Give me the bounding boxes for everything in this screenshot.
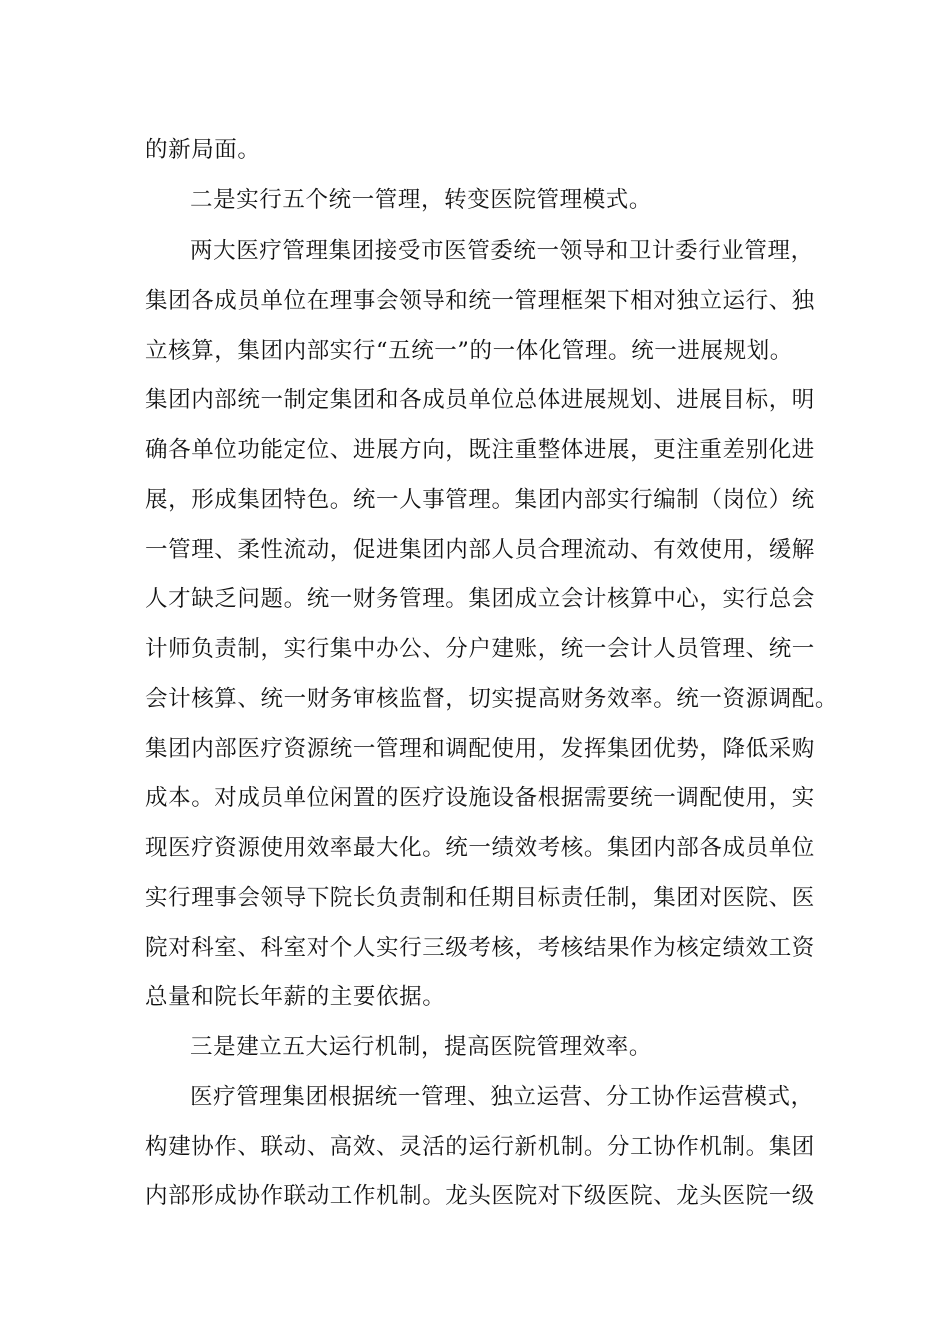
text-line: 总量和院长年薪的主要依据。 xyxy=(145,984,446,1010)
text-line: 计师负责制，实行集中办公、分户建账，统一会计人员管理、统一 xyxy=(145,636,815,662)
text-line: 集团内部统一制定集团和各成员单位总体进展规划、进展目标，明 xyxy=(145,387,815,413)
text-line: 三是建立五大运行机制，提高医院管理效率。 xyxy=(190,1034,653,1060)
text-line: 集团各成员单位在理事会领导和统一管理框架下相对独立运行、独 xyxy=(145,288,815,314)
text-line: 成本。对成员单位闲置的医疗设施设备根据需要统一调配使用，实 xyxy=(145,785,815,811)
text-line: 展，形成集团特色。统一人事管理。集团内部实行编制（岗位）统 xyxy=(145,487,815,513)
text-line: 立核算，集团内部实行“五统一”的一体化管理。统一进展规划。 xyxy=(145,338,793,364)
text-line: 医疗管理集团根据统一管理、独立运营、分工协作运营模式， xyxy=(190,1084,814,1110)
text-line: 人才缺乏问题。统一财务管理。集团成立会计核算中心，实行总会 xyxy=(145,586,815,612)
text-line: 现医疗资源使用效率最大化。统一绩效考核。集团内部各成员单位 xyxy=(145,835,815,861)
text-line: 构建协作、联动、高效、灵活的运行新机制。分工协作机制。集团 xyxy=(145,1134,815,1160)
text-line: 的新局面。 xyxy=(145,137,261,163)
text-line: 会计核算、统一财务审核监督，切实提高财务效率。统一资源调配。 xyxy=(145,686,839,712)
text-line: 二是实行五个统一管理，转变医院管理模式。 xyxy=(190,187,653,213)
text-line: 集团内部医疗资源统一管理和调配使用，发挥集团优势，降低采购 xyxy=(145,736,815,762)
text-line: 两大医疗管理集团接受市医管委统一领导和卫计委行业管理， xyxy=(190,238,814,264)
text-line: 确各单位功能定位、进展方向，既注重整体进展，更注重差别化进 xyxy=(145,437,815,463)
text-line: 院对科室、科室对个人实行三级考核，考核结果作为核定绩效工资 xyxy=(145,935,815,961)
text-line: 一管理、柔性流动，促进集团内部人员合理流动、有效使用，缓解 xyxy=(145,537,815,563)
text-line: 内部形成协作联动工作机制。龙头医院对下级医院、龙头医院一级 xyxy=(145,1183,815,1209)
text-line: 实行理事会领导下院长负责制和任期目标责任制，集团对医院、医 xyxy=(145,885,815,911)
